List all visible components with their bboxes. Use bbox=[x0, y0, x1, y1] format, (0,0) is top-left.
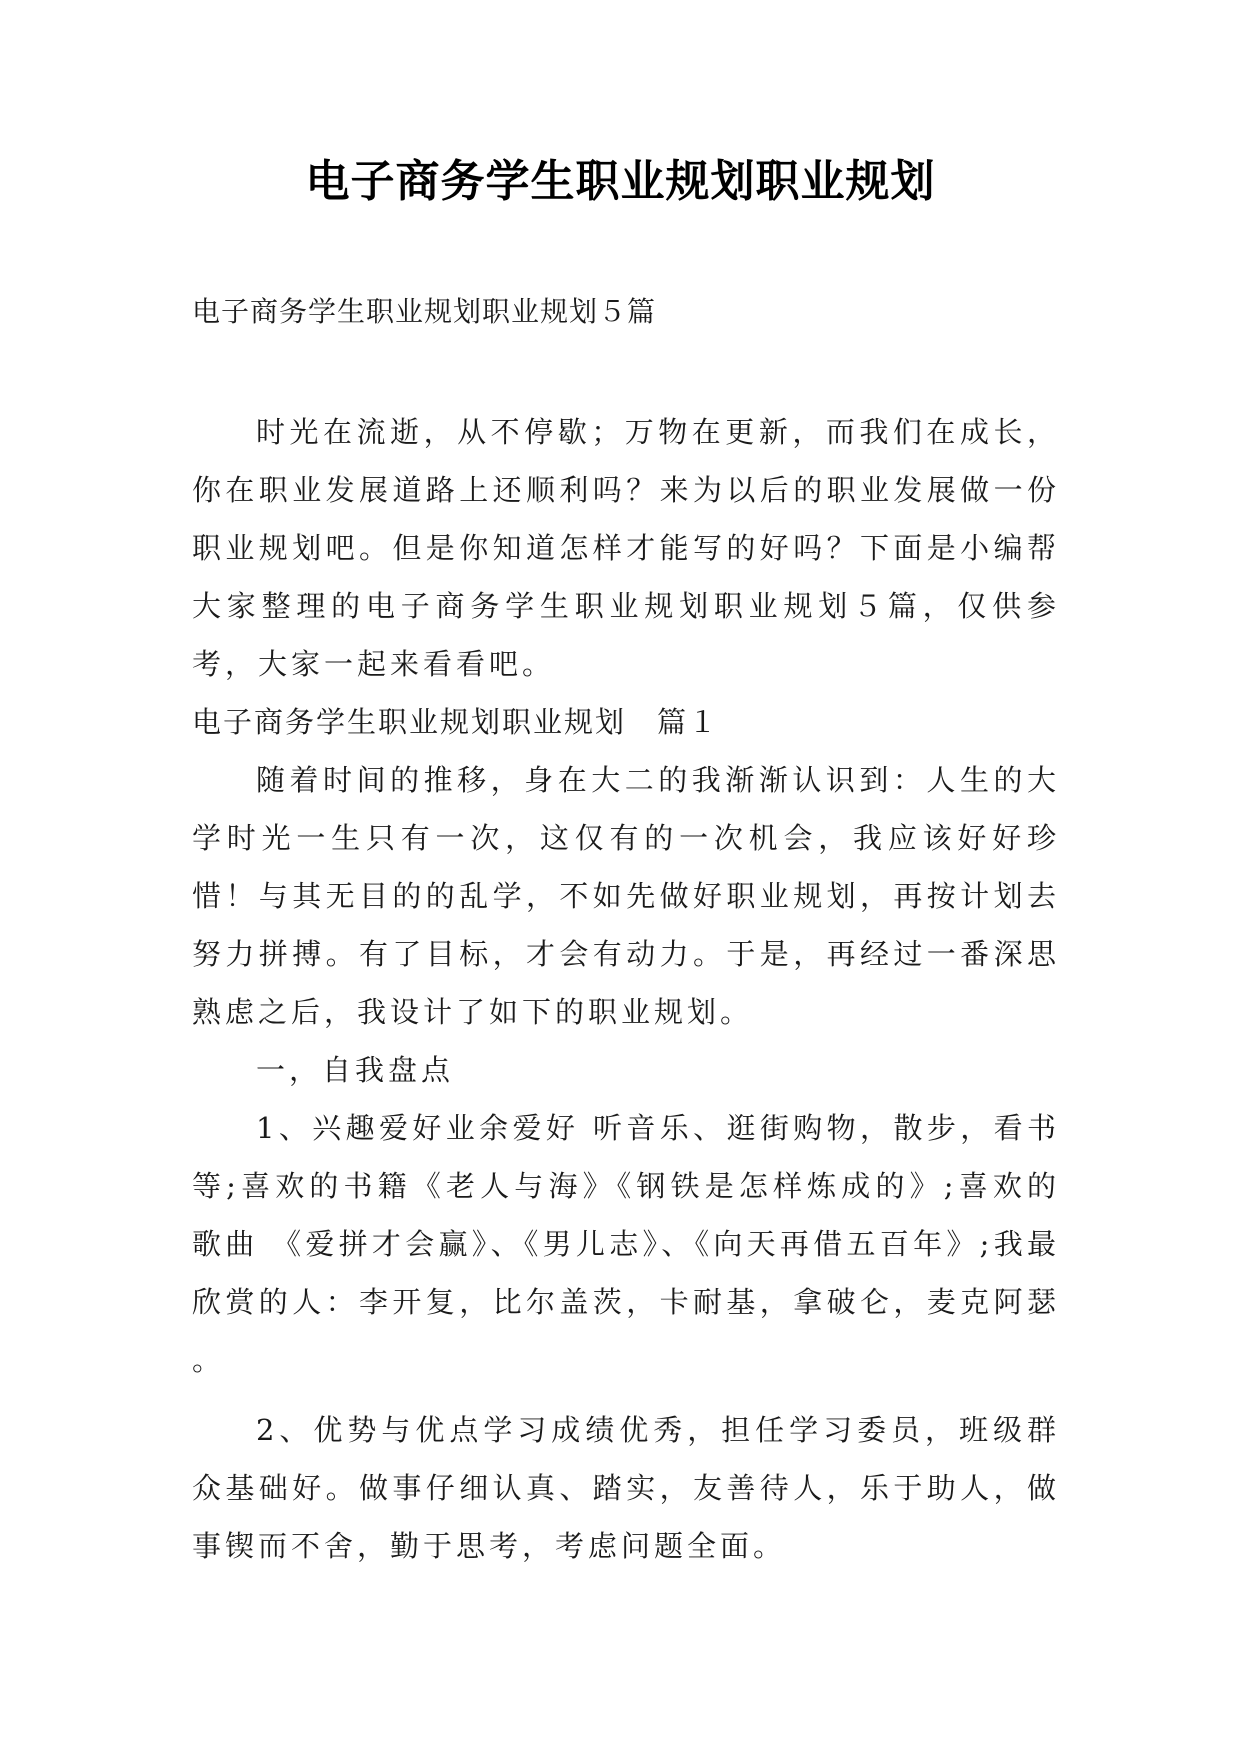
document-subtitle: 电子商务学生职业规划职业规划５篇 bbox=[192, 295, 657, 328]
intro-paragraph: 时光在流逝，从不停歇；万物在更新，而我们在成长，你在职业发展道路上还顺利吗？来为以后的职业发展做一份职业规划吧。但是你知道怎样才能写的好吗？下面是小编帮大家整理的电子商务学生职业规划职业规划５篇，仅供参考，大家一起来看看吧。 bbox=[192, 415, 1060, 681]
list-item: 2、优势与优点学习成绩优秀，担任学习委员，班级群众基础好。做事仔细认真、踏实，友善待人，乐于助人，做事锲而不舍，勤于思考，考虑问题全面。 bbox=[192, 1413, 1060, 1563]
document-body bbox=[192, 403, 1060, 1575]
document-title: 电子商务学生职业规划职业规划 bbox=[305, 156, 936, 207]
section-heading: 电子商务学生职业规划职业规划 篇１ bbox=[192, 705, 720, 739]
list-item: 1、兴趣爱好业余爱好 听音乐、逛街购物，散步，看书等;喜欢的书籍《老人与海》《钢铁是怎样炼成的》;喜欢的歌曲 《爱拼才会赢》、《男儿志》、《向天再借五百年》;我最欣赏的人：李开复，比尔盖茨，卡耐基，拿破仑，麦克阿瑟 。 bbox=[192, 1111, 1060, 1377]
part-heading: 一，自我盘点 bbox=[256, 1053, 455, 1087]
section-paragraph: 随着时间的推移，身在大二的我渐渐认识到：人生的大学时光一生只有一次，这仅有的一次机会，我应该好好珍惜！与其无目的的乱学，不如先做好职业规划，再按计划去努力拼搏。有了目标，才会有动力。于是，再经过一番深思熟虑之后，我设计了如下的职业规划。 bbox=[192, 763, 1060, 1029]
